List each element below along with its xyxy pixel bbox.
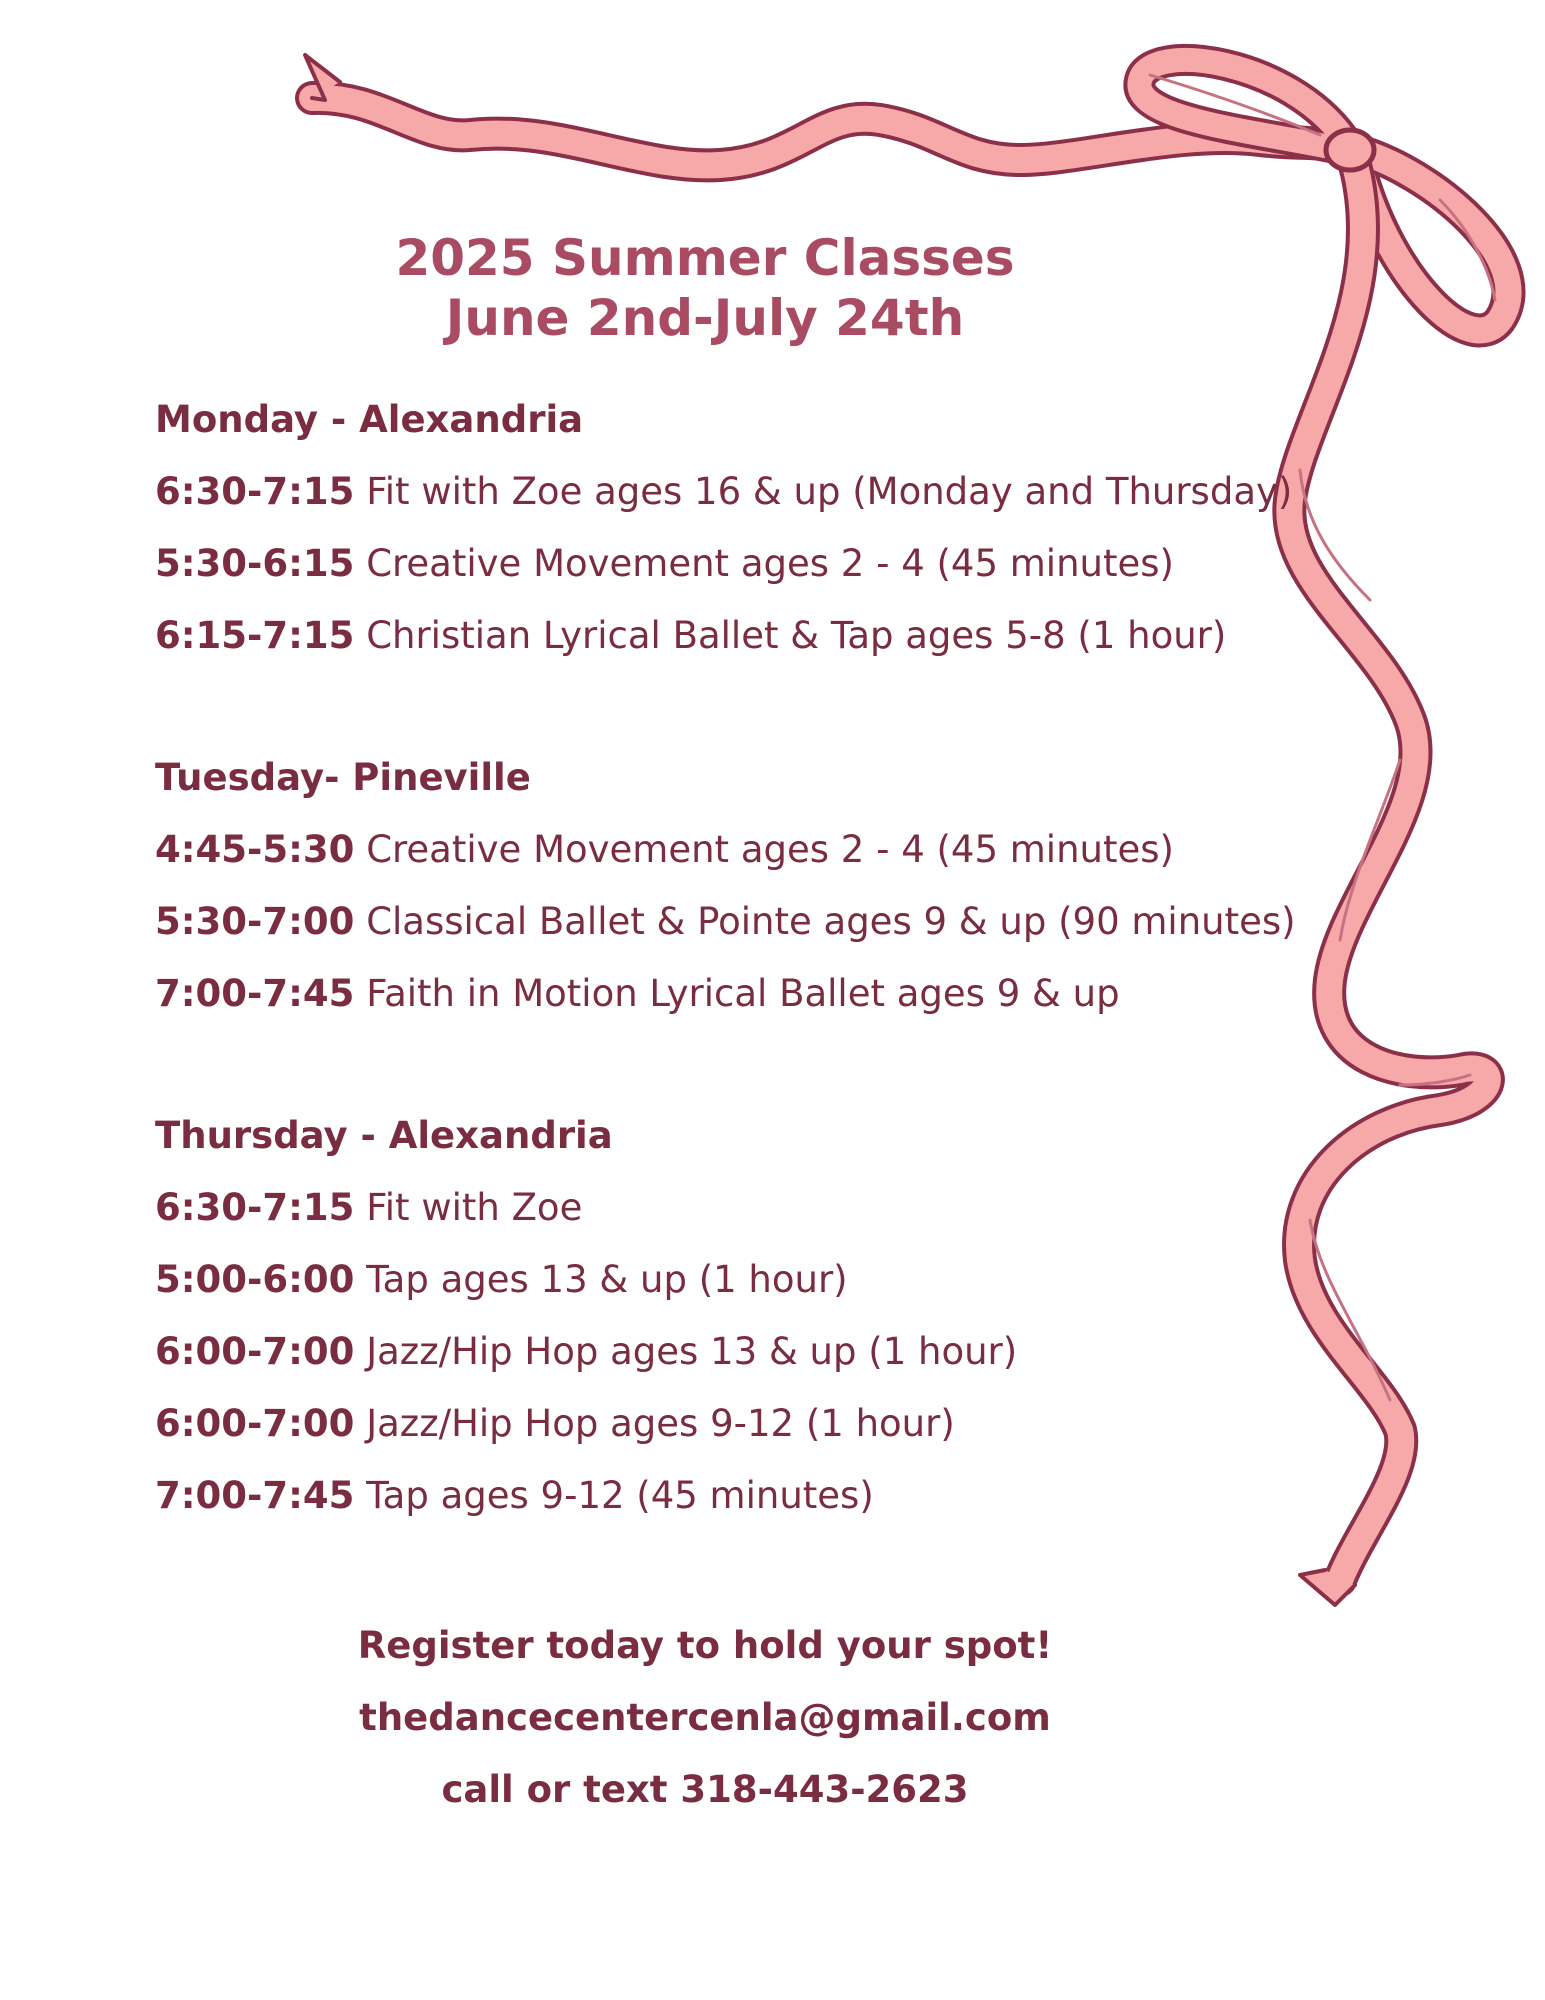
class-description: Tap ages 9-12 (45 minutes) — [366, 1474, 874, 1517]
class-description: Fit with Zoe — [366, 1186, 583, 1229]
class-time: 6:00-7:00 — [155, 1330, 355, 1373]
class-time: 6:15-7:15 — [155, 614, 355, 657]
class-time: 4:45-5:30 — [155, 828, 355, 871]
class-row — [155, 606, 1255, 678]
class-row — [155, 892, 1296, 964]
class-row — [155, 1466, 1255, 1538]
class-time: 7:00-7:45 — [155, 972, 355, 1015]
class-time: 7:00-7:45 — [155, 1474, 355, 1517]
day-heading: Tuesday- Pineville — [155, 756, 531, 799]
class-description: Classical Ballet & Pointe ages 9 & up (90 minutes) — [366, 900, 1296, 943]
class-row — [155, 1250, 1255, 1322]
page-title — [330, 228, 1080, 348]
day-section-tuesday — [155, 748, 1296, 1036]
day-section-thursday — [155, 1106, 1255, 1538]
day-section-monday — [155, 390, 1293, 678]
class-schedule — [155, 390, 1296, 1608]
class-time: 6:00-7:00 — [155, 1402, 355, 1445]
class-row — [155, 1394, 1255, 1466]
class-time: 6:30-7:15 — [155, 470, 355, 513]
class-row — [155, 964, 1255, 1036]
class-description: Jazz/Hip Hop ages 13 & up (1 hour) — [366, 1330, 1018, 1373]
contact-phone: call or text 318-443-2623 — [441, 1768, 969, 1811]
class-description: Jazz/Hip Hop ages 9-12 (1 hour) — [366, 1402, 955, 1445]
class-time: 5:30-7:00 — [155, 900, 355, 943]
title-line-1: 2025 Summer Classes — [395, 229, 1015, 287]
class-row — [155, 534, 1255, 606]
day-heading: Monday - Alexandria — [155, 398, 584, 441]
class-row — [155, 1322, 1255, 1394]
title-line-2: June 2nd-July 24th — [445, 289, 965, 347]
day-heading: Thursday - Alexandria — [155, 1114, 613, 1157]
class-description: Fit with Zoe ages 16 & up (Monday and Thursday) — [366, 470, 1293, 513]
class-time: 6:30-7:15 — [155, 1186, 355, 1229]
register-cta: Register today to hold your spot! — [357, 1624, 1053, 1667]
class-row — [155, 1178, 1255, 1250]
contact-footer — [330, 1610, 1080, 1826]
class-time: 5:00-6:00 — [155, 1258, 355, 1301]
class-description: Creative Movement ages 2 - 4 (45 minutes) — [366, 828, 1174, 871]
class-description: Faith in Motion Lyrical Ballet ages 9 & up — [366, 972, 1120, 1015]
class-row — [155, 820, 1255, 892]
class-description: Christian Lyrical Ballet & Tap ages 5-8 (1 hour) — [366, 614, 1227, 657]
class-description: Tap ages 13 & up (1 hour) — [366, 1258, 848, 1301]
class-row — [155, 462, 1293, 534]
class-time: 5:30-6:15 — [155, 542, 355, 585]
contact-email: thedancecentercenla@gmail.com — [359, 1696, 1051, 1739]
class-description: Creative Movement ages 2 - 4 (45 minutes) — [366, 542, 1174, 585]
